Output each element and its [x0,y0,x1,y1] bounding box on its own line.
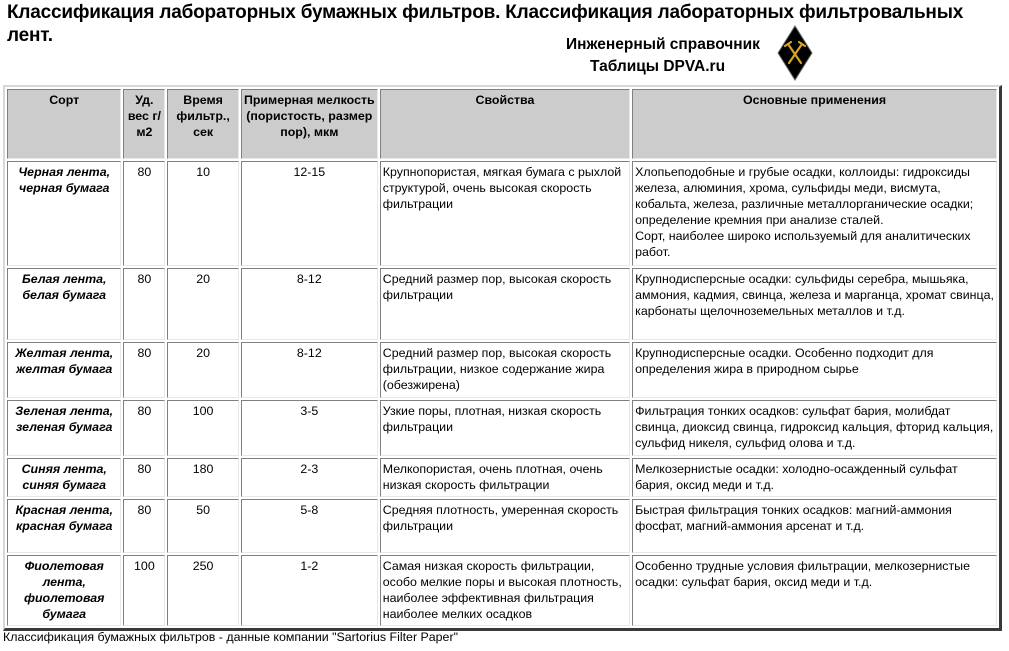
cell-weight: 80 [123,499,165,553]
cell-time: 180 [167,458,239,497]
cell-pore-size: 12-15 [241,161,378,266]
cell-sort: Зеленая лента, зеленая бумага [7,400,121,456]
table-row [7,400,997,456]
cell-time: 10 [167,161,239,266]
page-title: Классификация лабораторных бумажных фильтров. Классификация лабораторных фильтровальных лент. [7,2,964,46]
cell-properties: Крупнопористая, мягкая бумага с рыхлой структурой, очень высокая скорость фильтрации [380,161,630,266]
cell-applications: Быстрая фильтрация тонких осадков: магний-аммония фосфат, магний-аммония арсенат и т.д. [632,499,997,553]
table-header-row [7,89,997,159]
cell-pore-size: 8-12 [241,342,378,398]
cell-time: 20 [167,268,239,340]
cell-properties: Узкие поры, плотная, низкая скорость фильтрации [380,400,630,456]
cell-applications: Крупнодисперсные осадки. Особенно подходит для определения жира в природном сырье [632,342,997,398]
applications-text: Хлопьеподобные и грубые осадки, коллоиды: гидроксиды железа, алюминия, хрома, сульфиды меди, висмута, кобальта, железа, различные металлорганические осадки; определение кремния при анализе сталей. [635,165,974,227]
cell-pore-size: 8-12 [241,268,378,340]
cell-applications [632,161,997,266]
table-row [7,342,997,398]
cell-sort: Красная лента, красная бумага [7,499,121,553]
cell-time: 100 [167,400,239,456]
cell-pore-size: 3-5 [241,400,378,456]
header-sort: Сорт [7,89,121,159]
cell-weight: 80 [123,400,165,456]
reference-line-1: Инженерный справочник [566,36,760,53]
cell-sort: Фиолетовая лента, фиолетовая бумага [7,555,121,626]
reference-line-2: Таблицы DPVA.ru [590,58,726,75]
cell-properties: Средняя плотность, умеренная скорость фильтрации [380,499,630,553]
cell-time: 250 [167,555,239,626]
cell-time: 50 [167,499,239,553]
cell-applications: Мелкозернистые осадки: холодно-осажденный сульфат бария, оксид меди и т.д. [632,458,997,497]
cell-weight: 80 [123,161,165,266]
cell-time: 20 [167,342,239,398]
header-applications: Основные применения [632,89,997,159]
cell-weight: 80 [123,268,165,340]
header-time: Время фильтр., сек [167,89,239,159]
cell-pore-size: 2-3 [241,458,378,497]
cell-applications: Фильтрация тонких осадков: сульфат бария, молибдат свинца, диоксид свинца, гидроксид кальция, фторид кальция, сульфид никеля, сульфид олова и т.д. [632,400,997,456]
reference-caption [566,34,760,78]
header-weight: Уд. вес г/м2 [123,89,165,159]
cell-properties: Средний размер пор, высокая скорость фильтрации [380,268,630,340]
table-row [7,161,997,266]
header-properties: Свойства [380,89,630,159]
cell-sort: Черная лента, черная бумага [7,161,121,266]
table-row [7,499,997,553]
table-row [7,268,997,340]
cell-weight: 100 [123,555,165,626]
table-row [7,458,997,497]
cell-properties: Мелкопористая, очень плотная, очень низкая скорость фильтрации [380,458,630,497]
filter-classification-table [3,85,1002,631]
source-footer: Классификация бумажных фильтров - данные компании "Sartorius Filter Paper" [3,630,458,644]
cell-pore-size: 1-2 [241,555,378,626]
cell-applications: Особенно трудные условия фильтрации, мелкозернистые осадки: сульфат бария, оксид меди и т.д. [632,555,997,626]
hammers-diamond-logo-icon[interactable] [777,25,813,81]
table-row [7,555,997,626]
cell-sort: Белая лента, белая бумага [7,268,121,340]
cell-properties: Самая низкая скорость фильтрации, особо мелкие поры и высокая плотность, наиболее эффективная фильтрация наиболее мелких осадков [380,555,630,626]
cell-sort: Синяя лента, синяя бумага [7,458,121,497]
cell-properties: Средний размер пор, высокая скорость фильтрации, низкое содержание жира (обезжирена) [380,342,630,398]
cell-weight: 80 [123,342,165,398]
cell-pore-size: 5-8 [241,499,378,553]
cell-applications: Крупнодисперсные осадки: сульфиды серебра, мышьяка, аммония, кадмия, свинца, железа и марганца, хромат свинца, карбонаты щелочноземельных металлов и т.д. [632,268,997,340]
header-pore-size: Примерная мелкость (пористость, размер пор), мкм [241,89,378,159]
cell-weight: 80 [123,458,165,497]
applications-note: Сорт, наиболее широко используемый для аналитических работ. [635,229,971,259]
cell-sort: Желтая лента, желтая бумага [7,342,121,398]
